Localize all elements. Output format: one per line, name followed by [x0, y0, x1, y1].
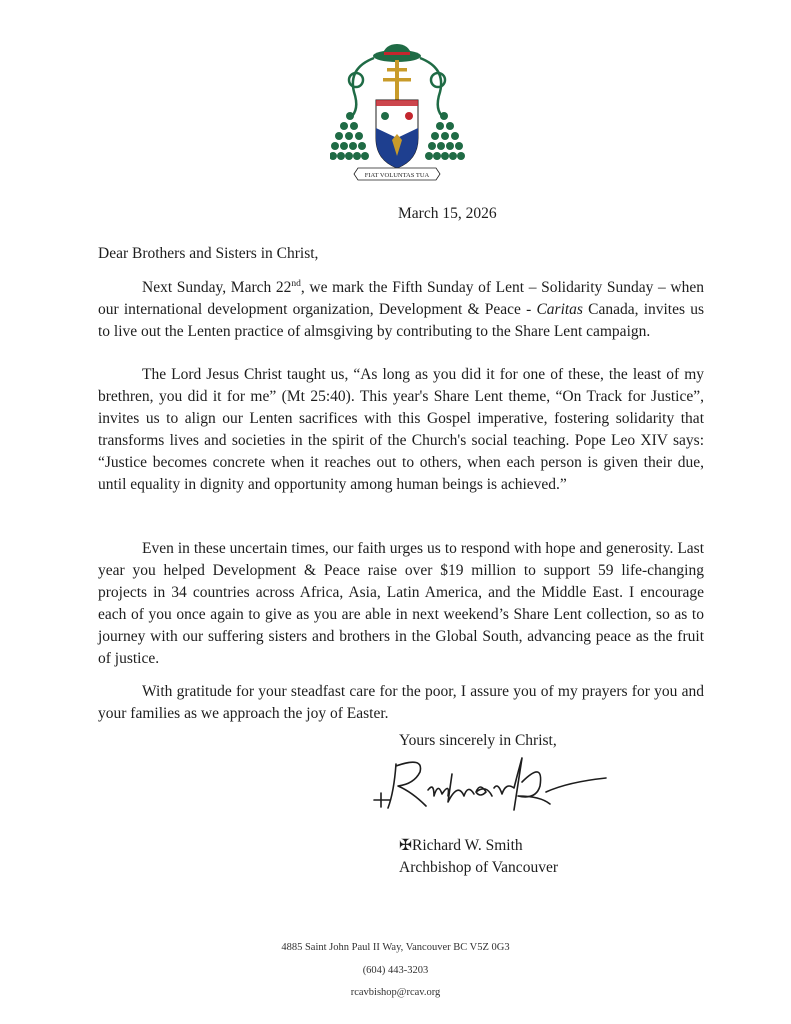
paragraph-3: Even in these uncertain times, our faith urges us to respond with hope and generosity. Last year you helped Development & Peace raise over $19 million to support 59 life-changing projects in 34 countries across Africa, Asia, Latin America, and the Middle East. I encourage each of you once again to give as you are able in next weekend’s Share Lent collection, so as to journey with our suffering sisters and brothers in the Global South, advancing peace as the fruit of justice.: [98, 540, 704, 667]
crest-motto: FIAT VOLUNTAS TUA: [364, 172, 430, 179]
footer-phone: (604) 443-3203: [362, 964, 429, 976]
paragraph-4: With gratitude for your steadfast care for the poor, I assure you of my prayers for you and your families as we approach the joy of Easter.: [98, 683, 704, 722]
signer-block: [399, 835, 558, 879]
letter-date: March 15, 2026: [398, 205, 497, 222]
paragraph-2: The Lord Jesus Christ taught us, “As long as you did it for one of these, the least of my brethren, you did it for me” (Mt 25:40). This year's Share Lent theme, “On Track for Justice”, invites us to align our Lenten sacrifices with this Gospel imperative, fostering solidarity that transforms lives and societies in the spirit of the Church's social teaching. Pope Leo XIV says: “Justice becomes concrete when it reaches out to others, when each person is given their due, until equality in dignity and opportunity among human beings is achieved.”: [98, 366, 704, 493]
footer-email: rcavbishop@rcav.org: [350, 987, 441, 998]
handwritten-signature: [368, 752, 614, 822]
signer-name: ✠Richard W. Smith: [399, 837, 523, 854]
closing: Yours sincerely in Christ,: [399, 732, 557, 749]
footer-address: 4885 Saint John Paul II Way, Vancouver BC V5Z 0G3: [281, 942, 510, 953]
coat-of-arms: [330, 40, 465, 190]
signer-title: Archbishop of Vancouver: [399, 859, 558, 876]
paragraph-1: Next Sunday, March 22nd, we mark the Fifth Sunday of Lent – Solidarity Sunday – when our international development organization, Development & Peace - Caritas Canada, invites us to live out the Lenten practice of almsgiving by contributing to the Share Lent campaign.: [98, 278, 705, 340]
footer: [0, 937, 791, 1005]
salutation: Dear Brothers and Sisters in Christ,: [98, 245, 319, 262]
